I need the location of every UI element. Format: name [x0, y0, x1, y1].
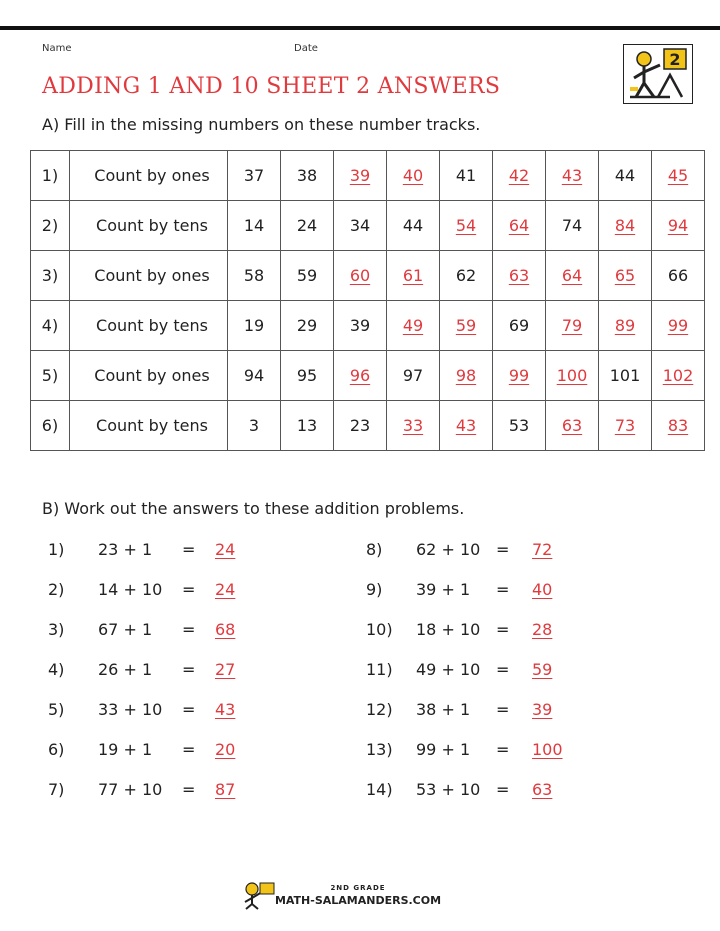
date-label: Date: [294, 43, 318, 54]
problem-expression: 14 + 10: [98, 580, 163, 599]
problem-number: 12): [366, 700, 393, 719]
answer-value: 33: [402, 416, 424, 435]
grade-logo: [623, 44, 693, 104]
given-value: 58: [243, 266, 265, 285]
track-label: Count by ones: [70, 351, 228, 401]
problem-number: 6): [48, 740, 65, 759]
track-answer-cell: [599, 301, 652, 351]
track-given-cell: [334, 201, 387, 251]
track-label: Count by ones: [70, 151, 228, 201]
given-value: 94: [243, 366, 265, 385]
answer-value: 100: [556, 366, 588, 385]
given-value: 74: [561, 216, 583, 235]
track-index: 1): [31, 151, 70, 201]
track-given-cell: [599, 351, 652, 401]
answer-value: 99: [667, 316, 689, 335]
answer-value: 64: [508, 216, 530, 235]
problem-expression: 53 + 10: [416, 780, 481, 799]
track-answer-cell: [493, 351, 546, 401]
given-value: 66: [667, 266, 689, 285]
problem-expression: 33 + 10: [98, 700, 163, 719]
answer-value: 63: [508, 266, 530, 285]
track-given-cell: [334, 301, 387, 351]
track-given-cell: [281, 201, 334, 251]
track-given-cell: [228, 151, 281, 201]
given-value: 53: [508, 416, 530, 435]
equals-sign: =: [182, 700, 196, 719]
answer-value: 73: [614, 416, 636, 435]
answer-value: 99: [508, 366, 530, 385]
given-value: 59: [296, 266, 318, 285]
answer-value: 83: [667, 416, 689, 435]
salamander-logo-icon: [624, 45, 692, 103]
answer-value: 60: [349, 266, 371, 285]
equals-sign: =: [182, 620, 196, 639]
track-answer-cell: [387, 401, 440, 451]
track-given-cell: [281, 301, 334, 351]
answer-value: 84: [614, 216, 636, 235]
equals-sign: =: [182, 740, 196, 759]
track-given-cell: [546, 201, 599, 251]
given-value: 62: [455, 266, 477, 285]
given-value: 13: [296, 416, 318, 435]
given-value: 34: [349, 216, 371, 235]
track-given-cell: [440, 251, 493, 301]
track-given-cell: [334, 401, 387, 451]
answer-value: 61: [402, 266, 424, 285]
track-given-cell: [493, 401, 546, 451]
problem-expression: 67 + 1: [98, 620, 153, 639]
problem-number: 13): [366, 740, 393, 759]
track-given-cell: [228, 251, 281, 301]
track-label: Count by ones: [70, 251, 228, 301]
equals-sign: =: [496, 580, 510, 599]
given-value: 14: [243, 216, 265, 235]
track-answer-cell: [334, 151, 387, 201]
section-a-instruction: A) Fill in the missing numbers on these number tracks.: [42, 115, 481, 134]
answer-value: 45: [667, 166, 689, 185]
given-value: 95: [296, 366, 318, 385]
track-answer-cell: [599, 201, 652, 251]
problem-expression: 18 + 10: [416, 620, 481, 639]
answer-value: 54: [455, 216, 477, 235]
problem-expression: 49 + 10: [416, 660, 481, 679]
footer-site: MATH-SALAMANDERS.COM: [274, 894, 442, 907]
problem-answer: 40: [532, 580, 553, 599]
equals-sign: =: [496, 620, 510, 639]
track-answer-cell: [493, 251, 546, 301]
problem-number: 8): [366, 540, 383, 559]
answer-value: 59: [455, 316, 477, 335]
track-label: Count by tens: [70, 401, 228, 451]
problem-answer: 24: [215, 540, 236, 559]
grade-badge: 2: [669, 50, 681, 69]
footer-grade: 2ND GRADE: [330, 884, 386, 892]
problem-answer: 43: [215, 700, 236, 719]
track-answer-cell: [546, 251, 599, 301]
track-answer-cell: [599, 251, 652, 301]
problem-answer: 24: [215, 580, 236, 599]
problem-number: 5): [48, 700, 65, 719]
track-given-cell: [228, 351, 281, 401]
equals-sign: =: [496, 660, 510, 679]
track-answer-cell: [334, 351, 387, 401]
problem-answer: 63: [532, 780, 553, 799]
answer-value: 40: [402, 166, 424, 185]
track-row: [31, 201, 705, 251]
answer-value: 96: [349, 366, 371, 385]
track-given-cell: [440, 151, 493, 201]
track-answer-cell: [440, 351, 493, 401]
track-given-cell: [387, 201, 440, 251]
track-answer-cell: [387, 151, 440, 201]
given-value: 29: [296, 316, 318, 335]
track-given-cell: [281, 151, 334, 201]
given-value: 41: [455, 166, 477, 185]
given-value: 44: [402, 216, 424, 235]
problem-expression: 99 + 1: [416, 740, 471, 759]
given-value: 19: [243, 316, 265, 335]
track-given-cell: [281, 401, 334, 451]
problem-answer: 27: [215, 660, 236, 679]
problem-answer: 72: [532, 540, 553, 559]
track-answer-cell: [546, 401, 599, 451]
section-b-instruction: B) Work out the answers to these addition problems.: [42, 499, 465, 518]
top-rule: [0, 26, 720, 30]
track-row: [31, 401, 705, 451]
problem-number: 3): [48, 620, 65, 639]
given-value: 39: [349, 316, 371, 335]
equals-sign: =: [496, 740, 510, 759]
problem-number: 9): [366, 580, 383, 599]
problem-number: 1): [48, 540, 65, 559]
track-given-cell: [493, 301, 546, 351]
track-index: 3): [31, 251, 70, 301]
track-answer-cell: [546, 351, 599, 401]
given-value: 23: [349, 416, 371, 435]
answer-value: 98: [455, 366, 477, 385]
problem-number: 2): [48, 580, 65, 599]
track-label: Count by tens: [70, 201, 228, 251]
track-answer-cell: [440, 201, 493, 251]
track-given-cell: [652, 251, 705, 301]
answer-value: 63: [561, 416, 583, 435]
worksheet-title: ADDING 1 AND 10 SHEET 2 ANSWERS: [42, 74, 501, 99]
problem-expression: 19 + 1: [98, 740, 153, 759]
track-row: [31, 351, 705, 401]
track-answer-cell: [387, 301, 440, 351]
track-label: Count by tens: [70, 301, 228, 351]
equals-sign: =: [182, 580, 196, 599]
answer-value: 89: [614, 316, 636, 335]
problem-number: 11): [366, 660, 393, 679]
track-row: [31, 251, 705, 301]
answer-value: 43: [561, 166, 583, 185]
equals-sign: =: [496, 780, 510, 799]
track-answer-cell: [387, 251, 440, 301]
track-row: [31, 301, 705, 351]
track-answer-cell: [652, 201, 705, 251]
track-index: 5): [31, 351, 70, 401]
track-given-cell: [228, 301, 281, 351]
answer-value: 94: [667, 216, 689, 235]
track-answer-cell: [652, 301, 705, 351]
answer-value: 79: [561, 316, 583, 335]
track-given-cell: [281, 251, 334, 301]
track-row: [31, 151, 705, 201]
problem-answer: 68: [215, 620, 236, 639]
answer-value: 65: [614, 266, 636, 285]
equals-sign: =: [182, 540, 196, 559]
given-value: 37: [243, 166, 265, 185]
answer-value: 43: [455, 416, 477, 435]
track-answer-cell: [493, 151, 546, 201]
track-answer-cell: [493, 201, 546, 251]
problem-answer: 100: [532, 740, 563, 759]
equals-sign: =: [182, 780, 196, 799]
track-answer-cell: [440, 301, 493, 351]
track-answer-cell: [652, 351, 705, 401]
answer-value: 49: [402, 316, 424, 335]
answer-value: 102: [662, 366, 694, 385]
problem-expression: 26 + 1: [98, 660, 153, 679]
given-value: 44: [614, 166, 636, 185]
track-answer-cell: [334, 251, 387, 301]
given-value: 3: [248, 416, 260, 435]
track-answer-cell: [652, 401, 705, 451]
track-answer-cell: [546, 301, 599, 351]
equals-sign: =: [496, 700, 510, 719]
track-answer-cell: [599, 401, 652, 451]
problem-expression: 23 + 1: [98, 540, 153, 559]
track-answer-cell: [652, 151, 705, 201]
footer-logo: [240, 880, 448, 910]
track-answer-cell: [440, 401, 493, 451]
problem-expression: 77 + 10: [98, 780, 163, 799]
given-value: 24: [296, 216, 318, 235]
problem-number: 4): [48, 660, 65, 679]
problem-answer: 59: [532, 660, 553, 679]
problem-answer: 28: [532, 620, 553, 639]
problem-number: 10): [366, 620, 393, 639]
equals-sign: =: [496, 540, 510, 559]
track-index: 6): [31, 401, 70, 451]
track-given-cell: [281, 351, 334, 401]
problem-expression: 38 + 1: [416, 700, 471, 719]
given-value: 69: [508, 316, 530, 335]
answer-value: 64: [561, 266, 583, 285]
problem-number: 7): [48, 780, 65, 799]
salamander-footer-icon: [240, 880, 448, 910]
problem-expression: 62 + 10: [416, 540, 481, 559]
name-label: Name: [42, 43, 72, 54]
problem-number: 14): [366, 780, 393, 799]
given-value: 38: [296, 166, 318, 185]
problem-answer: 20: [215, 740, 236, 759]
track-given-cell: [599, 151, 652, 201]
track-given-cell: [387, 351, 440, 401]
number-tracks-table: [30, 150, 705, 451]
track-given-cell: [228, 401, 281, 451]
track-given-cell: [228, 201, 281, 251]
given-value: 101: [609, 366, 641, 385]
track-index: 4): [31, 301, 70, 351]
problem-answer: 39: [532, 700, 553, 719]
problem-expression: 39 + 1: [416, 580, 471, 599]
answer-value: 39: [349, 166, 371, 185]
track-index: 2): [31, 201, 70, 251]
track-answer-cell: [546, 151, 599, 201]
answer-value: 42: [508, 166, 530, 185]
equals-sign: =: [182, 660, 196, 679]
given-value: 97: [402, 366, 424, 385]
problem-answer: 87: [215, 780, 236, 799]
